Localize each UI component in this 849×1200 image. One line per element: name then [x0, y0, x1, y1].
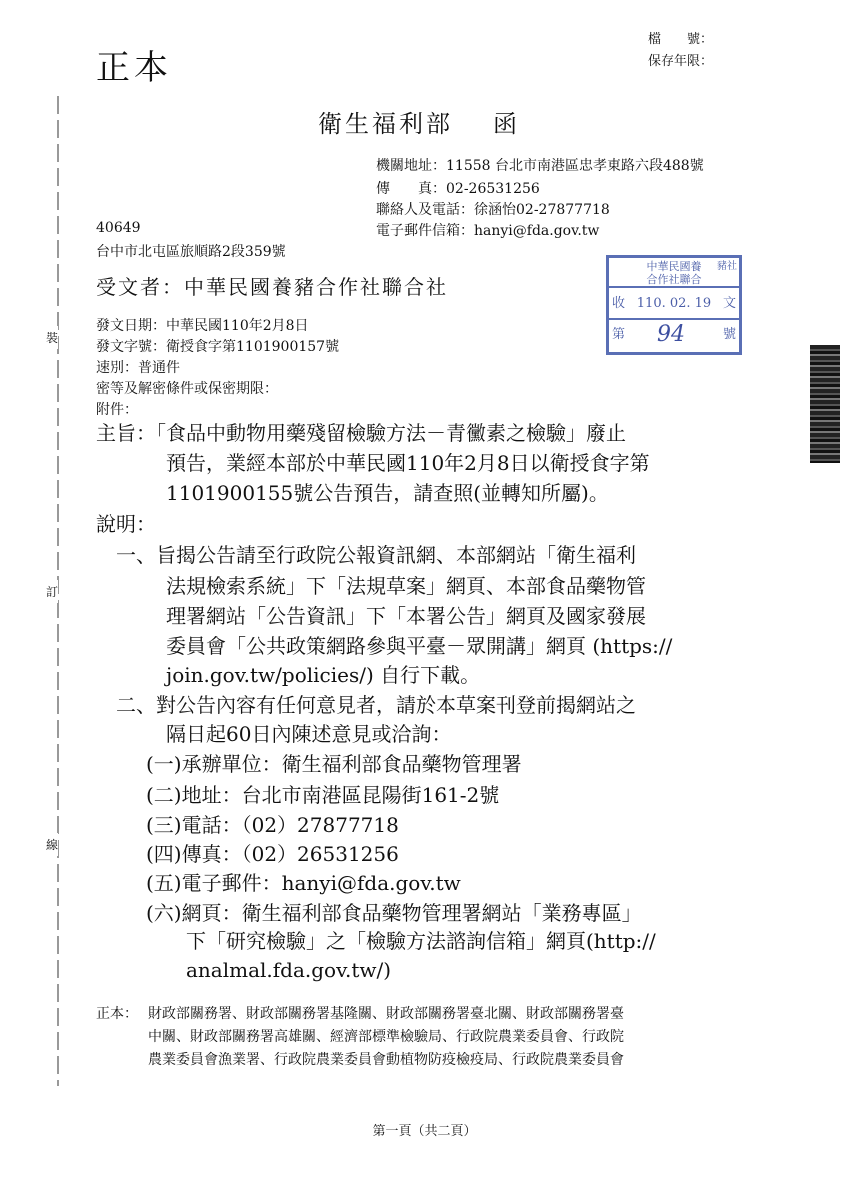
- sub-item-1: (一)承辦單位：衛生福利部食品藥物管理署: [146, 752, 522, 776]
- sub-item-6: (六)網頁：衛生福利部食品藥物管理署網站「業務專區」: [146, 901, 642, 925]
- title-agency: 衛生福利部: [318, 110, 453, 138]
- stamp-received-prefix: 收: [612, 296, 626, 311]
- stamp-date: 110. 02. 19: [636, 296, 712, 311]
- stamp-date-row: [609, 288, 739, 320]
- sender-fax: 傳 真：02-26531256: [376, 181, 540, 197]
- sub-item-6-line3: analmal.fda.gov.tw/): [186, 958, 392, 982]
- stamp-no-suffix: 號: [722, 327, 736, 342]
- sub-item-5: (五)電子郵件：hanyi@fda.gov.tw: [146, 871, 461, 895]
- stamp-org-line2: 合作社聯合: [646, 273, 702, 286]
- stamp-number-row: [609, 320, 739, 350]
- explanation-label: 說明：: [96, 512, 156, 536]
- stamp-no-prefix: 第: [612, 327, 626, 342]
- item1-line5: join.gov.tw/policies/) 自行下載。: [166, 663, 481, 687]
- cc-line3: 農業委員會漁業署、行政院農業委員會動植物防疫檢疫局、行政院農業委員會: [148, 1052, 624, 1068]
- binding-mark-line: 線: [46, 833, 58, 856]
- sender-address: 機關地址：11558 台北市南港區忠孝東路六段488號: [376, 158, 704, 174]
- retention-period-field: 保存年限：: [648, 54, 714, 69]
- sub-item-3: (三)電話：（02）27877718: [146, 813, 399, 837]
- stamp-received-suffix: 文: [722, 296, 736, 311]
- page-number: 第一頁（共二頁）: [372, 1124, 477, 1139]
- scan-edge-mark: [810, 345, 840, 463]
- sub-item-4: (四)傳真：（02）26531256: [146, 842, 399, 866]
- stamp-org-line1: 中華民國養: [646, 260, 702, 273]
- subject-line2: 預告，業經本部於中華民國110年2月8日以衛授食字第: [166, 451, 650, 475]
- stamp-number: 94: [657, 322, 685, 347]
- item2-line2: 隔日起60日內陳述意見或洽詢：: [166, 722, 452, 746]
- cc-line1: 財政部關務署、財政部關務署基隆關、財政部關務署臺北關、財政部關務署臺: [148, 1006, 624, 1022]
- sender-contact: 聯絡人及電話：徐涵怡02-27877718: [376, 202, 610, 218]
- stamp-side-top: 豬社: [717, 261, 737, 272]
- secrecy-level: 密等及解密條件或保密期限：: [96, 381, 278, 397]
- recipient-zip: 40649: [96, 220, 141, 236]
- recipient-name: 受文者：中華民國養豬合作社聯合社: [96, 275, 448, 299]
- item1-line1: 一、旨揭公告請至行政院公報資訊網、本部網站「衛生福利: [116, 543, 636, 567]
- item1-line4: 委員會「公共政策網路參與平臺－眾開講」網頁 (https://: [166, 634, 673, 658]
- subject-line3: 1101900155號公告預告，請查照(並轉知所屬)。: [166, 481, 609, 505]
- document-title: [318, 104, 520, 139]
- cc-line2: 中關、財政部關務署高雄關、經濟部標準檢驗局、行政院農業委員會、行政院: [148, 1029, 624, 1045]
- stamp-org: [609, 258, 739, 288]
- attachment: 附件：: [96, 402, 138, 418]
- item2-line1: 二、對公告內容有任何意見者，請於本草案刊登前揭網站之: [116, 693, 636, 717]
- recipient-address: 台中市北屯區旅順路2段359號: [96, 244, 286, 260]
- file-number-field: 檔 號：: [648, 32, 714, 47]
- item1-line3: 理署網站「公告資訊」下「本署公告」網頁及國家發展: [166, 604, 646, 628]
- delivery-speed: 速別：普通件: [96, 360, 180, 376]
- issue-number: 發文字號：衛授食字第1101900157號: [96, 339, 340, 355]
- copy-label: 正本: [96, 48, 172, 88]
- subject-line1: 主旨：「食品中動物用藥殘留檢驗方法－青黴素之檢驗」廢止: [96, 421, 626, 445]
- sub-item-2: (二)地址：台北市南港區昆陽街161-2號: [146, 783, 500, 807]
- issue-date: 發文日期：中華民國110年2月8日: [96, 318, 309, 334]
- item1-line2: 法規檢索系統」下「法規草案」網頁、本部食品藥物管: [166, 574, 646, 598]
- binding-mark-bind: 裝: [46, 326, 58, 349]
- binding-mark-staple: 訂: [46, 580, 58, 603]
- sub-item-6-line2: 下「研究檢驗」之「檢驗方法諮詢信箱」網頁(http://: [186, 929, 656, 953]
- sender-email: 電子郵件信箱：hanyi@fda.gov.tw: [376, 223, 600, 239]
- received-stamp: [606, 255, 742, 355]
- title-type: 函: [493, 110, 520, 138]
- cc-label: 正本：: [96, 1006, 138, 1022]
